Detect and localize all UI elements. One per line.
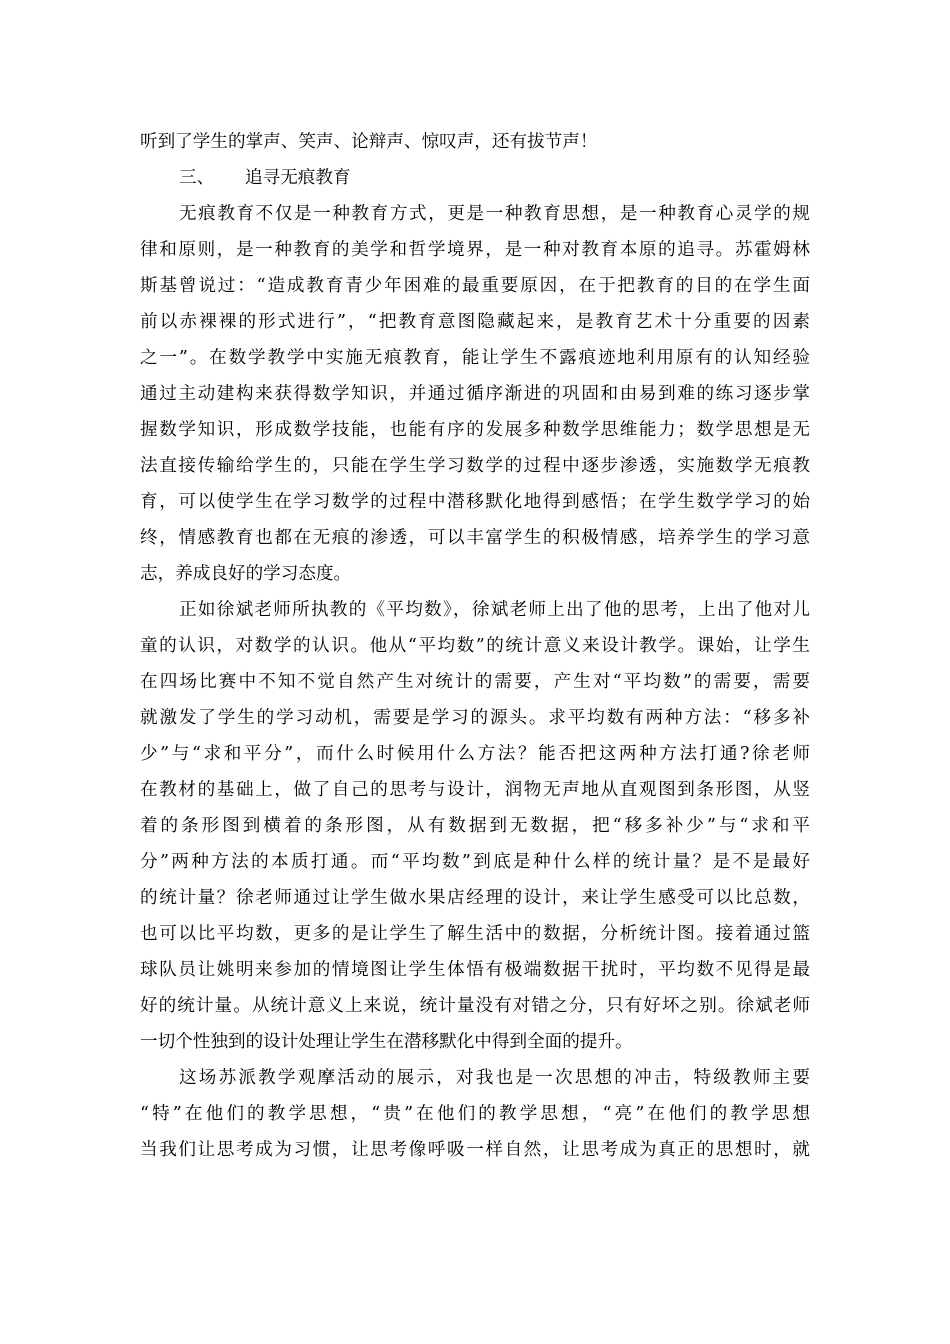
paragraph-line: 在四场比赛中不知不觉自然产生对统计的需要，产生对“平均数”的需要，需要 (140, 672, 810, 692)
paragraph-line: 的统计量？徐老师通过让学生做水果店经理的设计，来让学生感受可以比总数， (140, 888, 810, 908)
paragraph-line: 律和原则，是一种教育的美学和哲学境界，是一种对教育本原的追寻。苏霍姆林 (140, 240, 810, 260)
paragraph-line: 分”两种方法的本质打通。而“平均数”到底是种什么样的统计量？是不是最好 (140, 852, 810, 872)
section-heading (140, 160, 810, 196)
paragraph-line: 通过主动建构来获得数学知识，并通过循序渐进的巩固和由易到难的练习逐步掌 (140, 384, 810, 404)
paragraph-line: 法直接传输给学生的，只能在学生学习数学的过程中逐步渗透，实施数学无痕教 (140, 456, 810, 476)
paragraph-line: 终，情感教育也都在无痕的渗透，可以丰富学生的积极情感，培养学生的学习意 (140, 528, 810, 548)
paragraph-line: 就激发了学生的学习动机，需要是学习的源头。求平均数有两种方法：“移多补 (140, 708, 810, 728)
paragraph-line: 握数学知识，形成数学技能，也能有序的发展多种数学思维能力；数学思想是无 (140, 420, 810, 440)
paragraph-line: 童的认识，对数学的认识。他从“平均数”的统计意义来设计教学。课始，让学生 (140, 636, 810, 656)
section-title: 追寻无痕教育 (245, 168, 351, 188)
paragraph-line: 斯基曾说过：“造成教育青少年困难的最重要原因，在于把教育的目的在学生面 (140, 276, 810, 296)
paragraph-line: 正如徐斌老师所执教的《平均数》，徐斌老师上出了他的思考，上出了他对儿 (179, 600, 810, 620)
section-number: 三、 (179, 168, 215, 188)
paragraph-line: 这场苏派教学观摩活动的展示，对我也是一次思想的冲击，特级教师主要 (179, 1068, 810, 1088)
document-page (140, 124, 810, 1168)
paragraph-line: 当我们让思考成为习惯，让思考像呼吸一样自然，让思考成为真正的思想时，就 (140, 1140, 810, 1160)
paragraph-line: 前以赤裸裸的形式进行”，“把教育意图隐藏起来，是教育艺术十分重要的因素 (140, 312, 810, 332)
paragraph-line: 志，养成良好的学习态度。 (140, 564, 352, 584)
paragraph-line: 之一”。在数学教学中实施无痕教育，能让学生不露痕迹地利用原有的认知经验 (140, 348, 810, 368)
paragraph-line: 少”与“求和平分”，而什么时候用什么方法？能否把这两种方法打通?徐老师 (140, 744, 810, 764)
paragraph-line: 育，可以使学生在学习数学的过程中潜移默化地得到感悟；在学生数学学习的始 (140, 492, 810, 512)
paragraph-line: 球队员让姚明来参加的情境图让学生体悟有极端数据干扰时，平均数不见得是最 (140, 960, 810, 980)
paragraph-line: 好的统计量。从统计意义上来说，统计量没有对错之分，只有好坏之别。徐斌老师 (140, 996, 810, 1016)
paragraph-line: 无痕教育不仅是一种教育方式，更是一种教育思想，是一种教育心灵学的规 (179, 204, 810, 224)
paragraph-line: 也可以比平均数，更多的是让学生了解生活中的数据，分析统计图。接着通过篮 (140, 924, 810, 944)
paragraph-line: 一切个性独到的设计处理让学生在潜移默化中得到全面的提升。 (140, 1032, 633, 1052)
paragraph-line: 听到了学生的掌声、笑声、论辩声、惊叹声，还有拔节声！ (140, 132, 598, 152)
paragraph-line: “特”在他们的教学思想，“贵”在他们的教学思想，“亮”在他们的教学思想 (140, 1104, 810, 1124)
paragraph-line: 在教材的基础上，做了自己的思考与设计，润物无声地从直观图到条形图，从竖 (140, 780, 810, 800)
paragraph-line: 着的条形图到横着的条形图，从有数据到无数据，把“移多补少”与“求和平 (140, 816, 810, 836)
